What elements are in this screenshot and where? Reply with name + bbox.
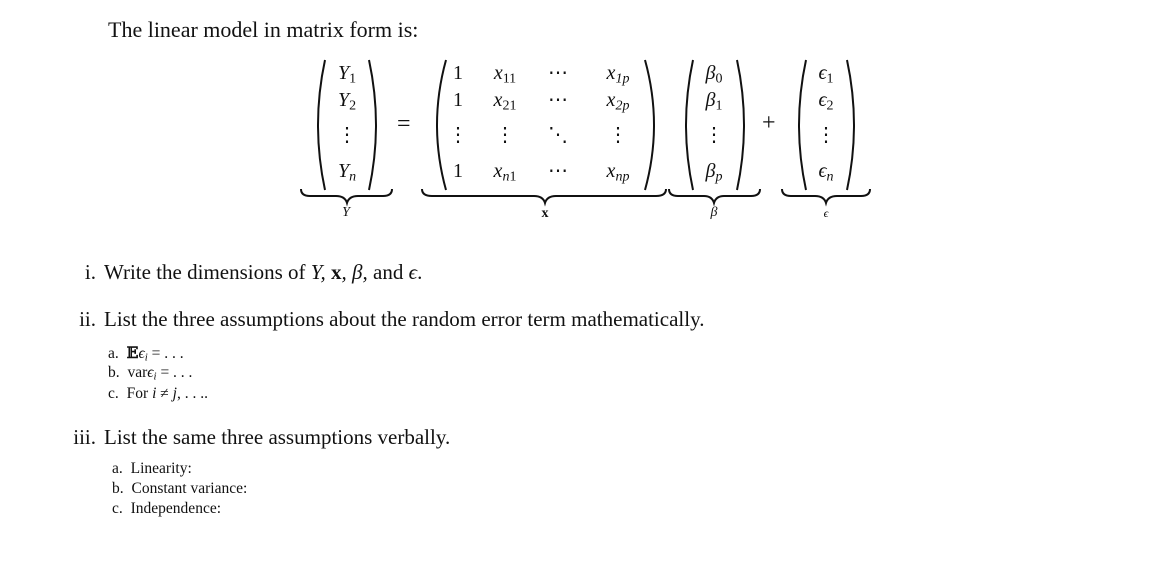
subitem-c xyxy=(112,500,221,518)
subitem-text: For i ≠ j, . . .. xyxy=(126,385,208,402)
underbrace-beta xyxy=(669,189,760,203)
subitem-text: Linearity: xyxy=(130,460,192,477)
subitem-text: varϵ$_i$ = . . . xyxy=(127,364,193,383)
question-number: iii. xyxy=(73,425,96,449)
question-text: List the same three assumptions verbally. xyxy=(104,425,451,449)
x-cell: ⋮ xyxy=(448,124,468,146)
intro-text: The linear model in matrix form is: xyxy=(108,17,419,42)
brace-label-epsilon: ϵ xyxy=(823,206,829,220)
question-text-after: . xyxy=(417,260,423,284)
x-cell: $x_{1p}$ xyxy=(606,62,630,87)
x-cell: ⋮ xyxy=(608,124,628,146)
beta-entry-3: ⋮ xyxy=(704,124,724,146)
x-cell: $x_{np}$ xyxy=(606,160,630,185)
question-math-epsilon: ϵ xyxy=(408,260,418,284)
epsilon-entry-3: ⋮ xyxy=(816,124,836,146)
subitem-letter: c. xyxy=(108,385,119,402)
beta-entry-1: $\beta_0$ xyxy=(705,62,723,87)
equals-sign: = xyxy=(397,111,411,137)
epsilon-entry-1: $\epsilon_1$ xyxy=(818,62,834,87)
brace-label-y: Y xyxy=(342,205,350,220)
matrix-equation xyxy=(0,0,1160,240)
y-left-paren xyxy=(308,58,328,192)
x-right-paren xyxy=(642,58,666,192)
subitem-a xyxy=(112,460,192,478)
x-cell: ⋯ xyxy=(548,62,568,84)
subitem-text: Constant variance: xyxy=(131,480,248,497)
subitem-b xyxy=(108,364,192,383)
subitem-a xyxy=(108,343,184,364)
subitem-c xyxy=(108,385,208,403)
y-entry-1: $Y_1$ xyxy=(337,62,357,87)
beta-entry-4: $\beta_p$ xyxy=(705,160,723,185)
x-left-paren xyxy=(425,58,449,192)
epsilon-right-paren xyxy=(844,58,864,192)
subitem-text: 𝔼ϵ$_i$ = . . . xyxy=(126,343,184,364)
question-math: Y, x, β, xyxy=(310,260,368,284)
question-text-before: Write the dimensions of xyxy=(104,260,311,284)
underbrace-epsilon xyxy=(782,189,870,203)
x-cell: ⋯ xyxy=(548,89,568,111)
subitem-letter: c. xyxy=(112,500,123,517)
x-cell: 1 xyxy=(453,160,463,182)
x-cell: $x_{11}$ xyxy=(493,62,517,87)
epsilon-left-paren xyxy=(789,58,809,192)
question-number: i. xyxy=(84,260,96,284)
beta-right-paren xyxy=(734,58,754,192)
underbrace-y xyxy=(301,189,392,203)
brace-label-beta: β xyxy=(710,205,718,220)
subitem-letter: a. xyxy=(112,460,123,477)
y-entry-2: $Y_2$ xyxy=(337,89,357,114)
question-number: ii. xyxy=(79,307,96,331)
y-right-paren xyxy=(366,58,386,192)
epsilon-entry-2: $\epsilon_2$ xyxy=(818,89,834,114)
underbrace-x xyxy=(422,189,666,203)
beta-entry-2: $\beta_1$ xyxy=(705,89,723,114)
x-cell: $x_{n1}$ xyxy=(493,160,517,185)
subitem-text: Independence: xyxy=(130,500,222,517)
x-cell: $x_{2p}$ xyxy=(606,89,630,114)
brace-label-x: x xyxy=(541,206,549,221)
beta-left-paren xyxy=(676,58,696,192)
subitem-b xyxy=(112,480,247,498)
question-text-and: and xyxy=(367,260,409,284)
subitem-letter: a. xyxy=(108,345,119,362)
x-cell: $x_{21}$ xyxy=(493,89,517,114)
y-entry-4: $Y_n$ xyxy=(337,160,357,185)
y-entry-3: ⋮ xyxy=(337,124,357,146)
epsilon-entry-4: $\epsilon_n$ xyxy=(818,160,834,185)
question-text xyxy=(104,260,422,285)
underbraces xyxy=(0,186,1160,212)
subitem-letter: b. xyxy=(108,364,120,381)
x-cell: 1 xyxy=(453,62,463,84)
plus-sign: + xyxy=(762,110,776,136)
question-text: List the three assumptions about the random error term mathematically. xyxy=(104,307,705,331)
x-cell: 1 xyxy=(453,89,463,111)
x-cell: ⋮ xyxy=(495,124,515,146)
x-cell: ⋯ xyxy=(548,160,568,182)
x-cell: ⋱ xyxy=(548,124,568,146)
subitem-letter: b. xyxy=(112,480,124,497)
